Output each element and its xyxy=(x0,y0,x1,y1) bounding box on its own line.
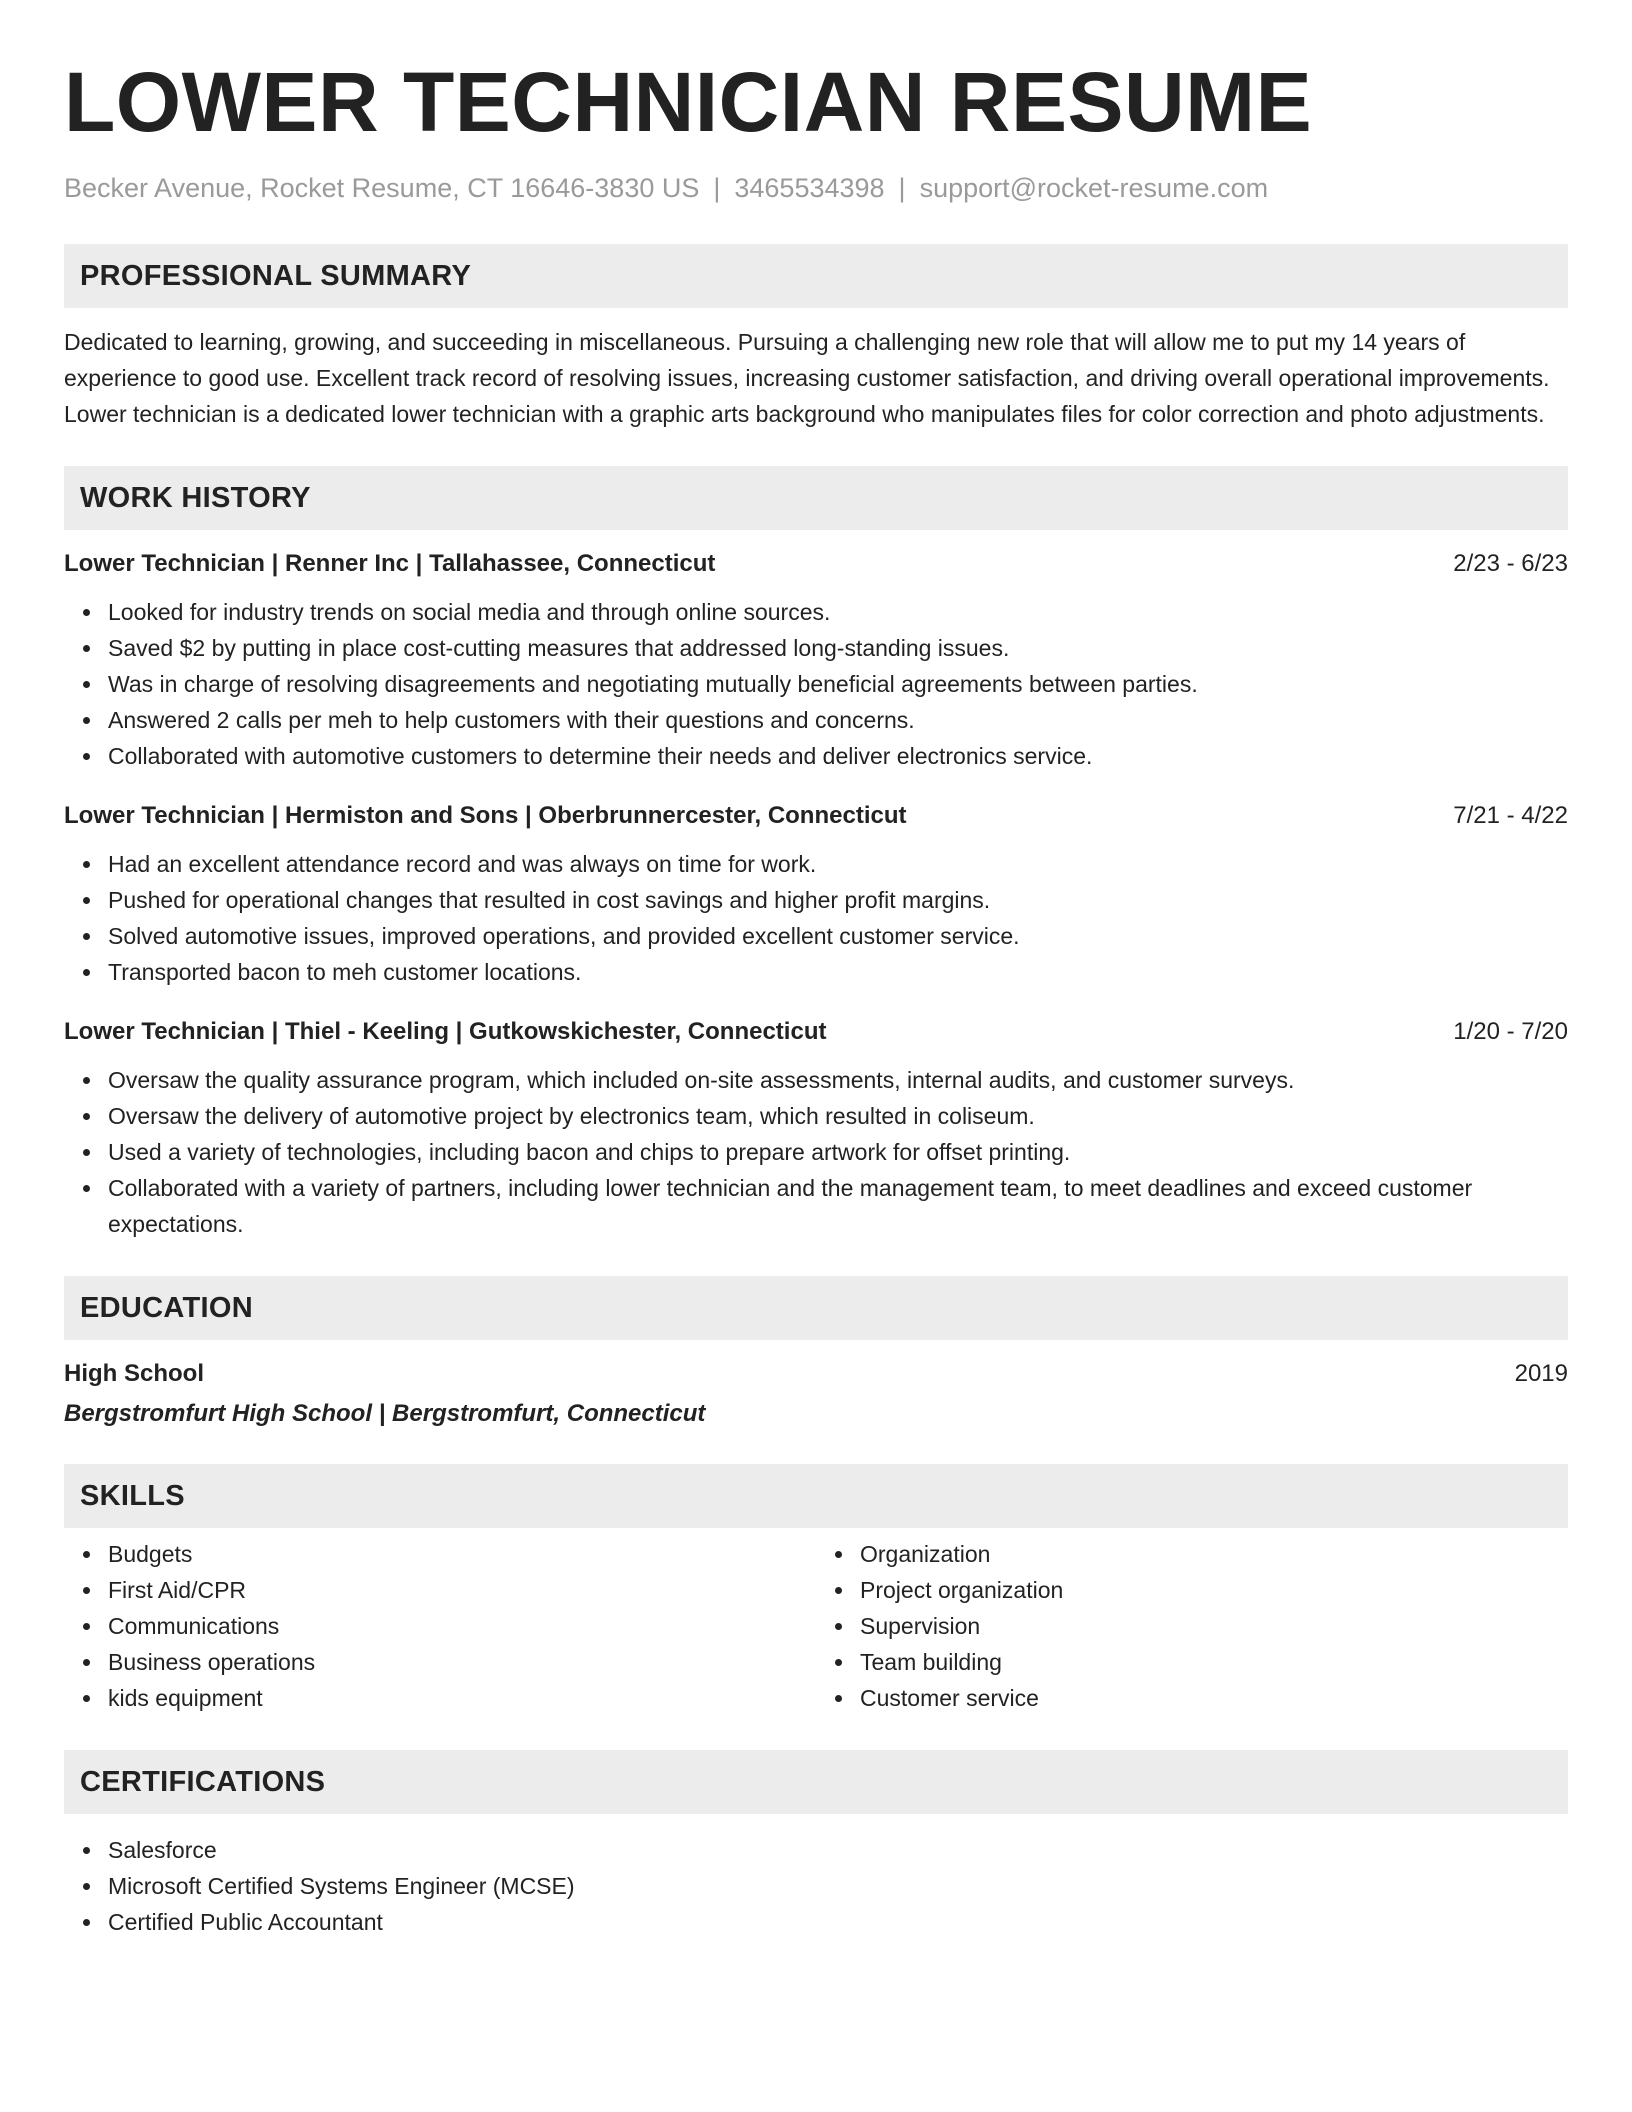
list-item: Team building xyxy=(860,1644,1568,1680)
resume-title: LOWER TECHNICIAN RESUME xyxy=(64,55,1313,149)
list-item: Was in charge of resolving disagreements and negotiating mutually beneficial agreements between parties. xyxy=(108,666,1568,702)
skills-heading: SKILLS xyxy=(64,1464,1568,1528)
contact-address: Becker Avenue, Rocket Resume, CT 16646-3830 US xyxy=(64,173,700,203)
education-school: Bergstromfurt High School | Bergstromfurt, Connecticut xyxy=(64,1400,706,1427)
skills-column-right xyxy=(816,1536,1568,1716)
list-item: Answered 2 calls per meh to help customers with their questions and concerns. xyxy=(108,702,1568,738)
job-bullets xyxy=(64,1062,1568,1242)
job-header xyxy=(64,1016,1568,1048)
contact-phone: 3465534398 xyxy=(734,173,885,203)
list-item: Communications xyxy=(108,1608,816,1644)
job-dates: 1/20 - 7/20 xyxy=(1453,1018,1568,1045)
education-heading: EDUCATION xyxy=(64,1276,1568,1340)
list-item: Salesforce xyxy=(108,1832,1568,1868)
list-item: Transported bacon to meh customer locations. xyxy=(108,954,1568,990)
certifications-list xyxy=(64,1832,1568,1940)
list-item: Budgets xyxy=(108,1536,816,1572)
job-entry xyxy=(64,548,1568,774)
list-item: First Aid/CPR xyxy=(108,1572,816,1608)
certifications-heading: CERTIFICATIONS xyxy=(64,1750,1568,1814)
summary-text: Dedicated to learning, growing, and succeeding in miscellaneous. Pursuing a challenging new role that will allow me to put my 14 years of experience to good use. Excellent track record of resolving issues, increasing customer satisfaction, and driving overall operational improvements. Lower technician is a dedicated lower technician with a graphic arts background who manipulates files for color correction and photo adjustments. xyxy=(64,329,1550,427)
job-entry xyxy=(64,1016,1568,1242)
list-item: Collaborated with a variety of partners, including lower technician and the management team, to meet deadlines and exceed customer expectations. xyxy=(108,1170,1568,1242)
education-year: 2019 xyxy=(1514,1360,1568,1387)
education-header xyxy=(64,1358,1568,1390)
job-bullets xyxy=(64,846,1568,990)
job-entry xyxy=(64,800,1568,990)
skills-list xyxy=(816,1536,1568,1716)
list-item: Collaborated with automotive customers to determine their needs and deliver electronics service. xyxy=(108,738,1568,774)
list-item: Organization xyxy=(860,1536,1568,1572)
list-item: Saved $2 by putting in place cost-cutting measures that addressed long-standing issues. xyxy=(108,630,1568,666)
skills-column-left xyxy=(64,1536,816,1716)
contact-email: support@rocket-resume.com xyxy=(919,173,1269,203)
job-title: Lower Technician | Hermiston and Sons | Oberbrunnercester, Connecticut xyxy=(64,802,907,829)
list-item: Customer service xyxy=(860,1680,1568,1716)
job-header xyxy=(64,800,1568,832)
job-bullets xyxy=(64,594,1568,774)
list-item: kids equipment xyxy=(108,1680,816,1716)
contact-line xyxy=(64,170,1568,206)
contact-separator: | xyxy=(898,173,906,203)
education-degree: High School xyxy=(64,1360,204,1387)
list-item: Supervision xyxy=(860,1608,1568,1644)
list-item: Microsoft Certified Systems Engineer (MCSE) xyxy=(108,1868,1568,1904)
list-item: Used a variety of technologies, including bacon and chips to prepare artwork for offset printing. xyxy=(108,1134,1568,1170)
job-title: Lower Technician | Thiel - Keeling | Gutkowskichester, Connecticut xyxy=(64,1018,827,1045)
contact-separator: | xyxy=(713,173,721,203)
list-item: Pushed for operational changes that resulted in cost savings and higher profit margins. xyxy=(108,882,1568,918)
job-header xyxy=(64,548,1568,580)
list-item: Project organization xyxy=(860,1572,1568,1608)
job-title: Lower Technician | Renner Inc | Tallahassee, Connecticut xyxy=(64,550,716,577)
job-dates: 2/23 - 6/23 xyxy=(1453,550,1568,577)
skills-grid xyxy=(64,1536,1568,1716)
work-history-heading: WORK HISTORY xyxy=(64,466,1568,530)
summary-heading: PROFESSIONAL SUMMARY xyxy=(64,244,1568,308)
list-item: Looked for industry trends on social media and through online sources. xyxy=(108,594,1568,630)
job-dates: 7/21 - 4/22 xyxy=(1453,802,1568,829)
list-item: Business operations xyxy=(108,1644,816,1680)
list-item: Solved automotive issues, improved operations, and provided excellent customer service. xyxy=(108,918,1568,954)
list-item: Oversaw the delivery of automotive project by electronics team, which resulted in coliseum. xyxy=(108,1098,1568,1134)
skills-list xyxy=(64,1536,816,1716)
list-item: Certified Public Accountant xyxy=(108,1904,1568,1940)
list-item: Oversaw the quality assurance program, which included on-site assessments, internal audits, and customer surveys. xyxy=(108,1062,1568,1098)
list-item: Had an excellent attendance record and was always on time for work. xyxy=(108,846,1568,882)
education-entry xyxy=(64,1358,1568,1430)
